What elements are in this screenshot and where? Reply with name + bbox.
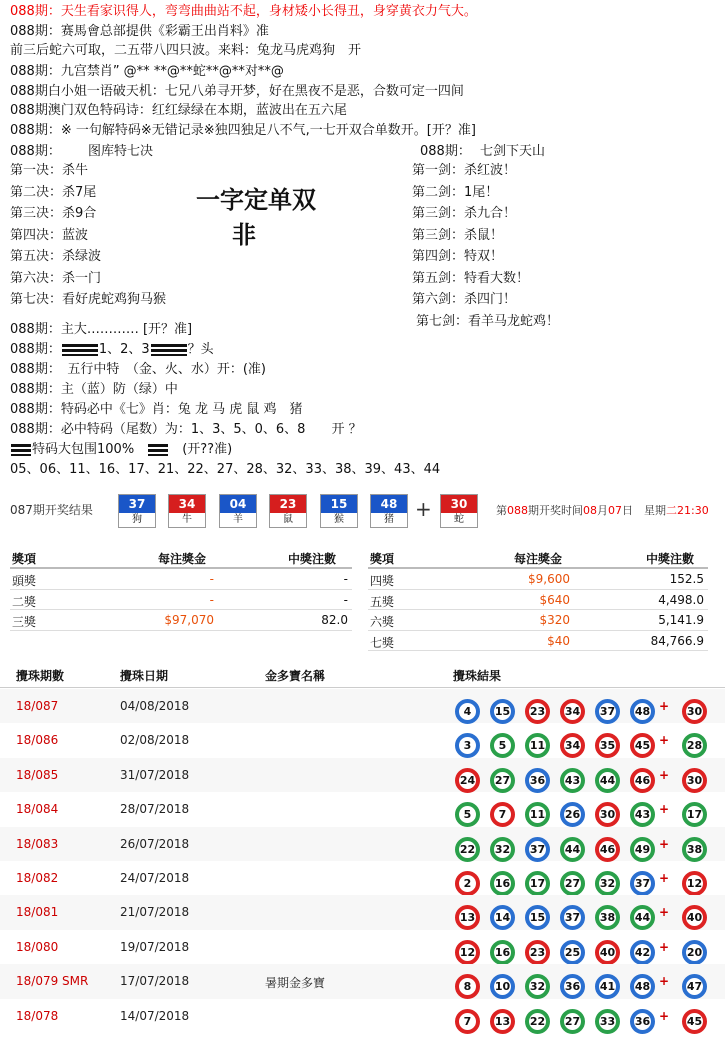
cell-period: 18/079 SMR: [16, 974, 89, 989]
plus-sign: +: [659, 1008, 670, 1023]
number-ball: 15: [490, 699, 515, 724]
draw-ball: [269, 494, 307, 528]
number-ball: 37: [525, 837, 550, 862]
ball-number: 15: [321, 495, 357, 513]
table-row: [0, 723, 725, 757]
info-month-unit: 月: [597, 504, 608, 517]
col-jackpot: 金多寶名稱: [265, 669, 326, 683]
prize-row: [10, 569, 352, 590]
number-ball: 26: [560, 802, 585, 827]
ball-zodiac: 鼠: [270, 513, 306, 527]
decision-item: 第七决：看好虎蛇鸡狗马猴: [10, 292, 167, 307]
ball-number: 48: [371, 495, 407, 513]
number-ball: 44: [630, 905, 655, 930]
draw-ball: [168, 494, 206, 528]
m2-suffix: ？头: [187, 342, 214, 357]
number-ball: 16: [490, 940, 515, 965]
prize-amount: -: [209, 592, 214, 607]
number-ball: 13: [490, 1009, 515, 1034]
number-ball: 46: [630, 768, 655, 793]
col-count: 中獎注數: [646, 552, 695, 566]
prize-name: 七獎: [370, 635, 395, 650]
prize-amount: $9,600: [528, 572, 570, 586]
prize-amount: $97,070: [164, 613, 214, 627]
cell-date: 28/07/2018: [120, 802, 190, 817]
bars-glyph: [148, 444, 168, 456]
table-row: [0, 930, 725, 964]
prize-name: 五獎: [370, 594, 395, 609]
table-row: [0, 827, 725, 861]
prize-name: 二獎: [12, 594, 37, 609]
draw-ball: [118, 494, 156, 528]
cell-date: 19/07/2018: [120, 939, 190, 954]
decision-item: 第五决：杀绿波: [10, 249, 102, 264]
number-pool: 05、06、11、16、17、21、22、27、28、32、33、38、39、43、44: [10, 462, 441, 477]
text-line-m5: 088期：特码必中《七》肖：兔 龙 马 虎 鼠 鸡 猪: [10, 402, 303, 417]
swords-heading-prefix: 088期：: [420, 144, 471, 159]
prize-count: -: [343, 572, 348, 586]
number-ball: 40: [595, 940, 620, 965]
ball-zodiac: 羊: [220, 513, 256, 527]
number-ball: 23: [525, 699, 550, 724]
number-ball: 37: [630, 871, 655, 896]
table-row: [0, 792, 725, 826]
cell-date: 21/07/2018: [120, 905, 190, 920]
col-prize: 獎項: [12, 552, 37, 566]
text-line-m3: 088期： 五行中特 （金、火、水）开：(准): [10, 362, 266, 377]
prize-count: 82.0: [321, 613, 348, 627]
sword-item: 第六剑：杀四门！: [412, 292, 517, 307]
m2-mid: 1、2、3: [98, 342, 150, 357]
plus-sign: +: [659, 905, 670, 920]
special-number-ball: 47: [682, 974, 707, 999]
cell-period: 18/083: [16, 836, 59, 851]
special-number-ball: 12: [682, 871, 707, 896]
table-row: [0, 999, 725, 1033]
table-row: [0, 758, 725, 792]
cell-date: 31/07/2018: [120, 767, 190, 782]
info-month: 08: [583, 504, 597, 517]
col-prize: 獎項: [370, 552, 395, 566]
prize-row: [10, 590, 352, 611]
text-line-4: 088期：九宫禁肖” @** **@**蛇**@**对**@: [10, 64, 284, 79]
prize-header: [368, 547, 708, 569]
ball-number: 23: [270, 495, 306, 513]
text-line-5: 088期白小姐一语破天机：七兄八弟寻开梦，好在黑夜不是恶，合数可定一四间: [10, 84, 464, 99]
ball-number: 30: [441, 495, 477, 513]
prize-count: 5,141.9: [658, 613, 704, 627]
prize-name: 三獎: [12, 615, 37, 629]
number-ball: 2: [455, 871, 480, 896]
number-ball: 48: [630, 974, 655, 999]
ball-zodiac: 狗: [119, 513, 155, 527]
number-ball: 7: [490, 802, 515, 827]
special-number-ball: 20: [682, 940, 707, 965]
number-ball: 27: [560, 1009, 585, 1034]
text-line-6: 088期澳门双色特码诗：红红绿绿在本期，蓝波出在五六尾: [10, 103, 347, 118]
draw-ball: [370, 494, 408, 528]
special-number-ball: 30: [682, 768, 707, 793]
ball-zodiac: 牛: [169, 513, 205, 527]
info-day-unit: 日 星期: [622, 504, 666, 517]
col-amount: 每注獎金: [514, 552, 563, 566]
prize-name: 四獎: [370, 574, 395, 588]
prize-table-left: [10, 547, 352, 631]
cell-date: 24/07/2018: [120, 871, 190, 885]
decisions-list: [10, 160, 166, 311]
sword-item: 第一剑：杀红波！: [412, 163, 517, 178]
text-line-2: 088期：赛馬會总部提供《彩霸王出肖料》准: [10, 24, 269, 39]
m7-text: 特码大包围100%: [32, 442, 135, 457]
prize-count: 152.5: [669, 572, 704, 586]
col-date: 攪珠日期: [120, 669, 169, 683]
cell-period: 18/086: [16, 733, 59, 748]
number-ball: 37: [595, 699, 620, 724]
plus-sign: +: [659, 836, 670, 851]
big-slogan: 一字定单双: [196, 185, 316, 214]
ball-number: 37: [119, 495, 155, 513]
prize-row: [368, 631, 708, 652]
cell-period: 18/078: [16, 1008, 59, 1023]
number-ball: 44: [595, 768, 620, 793]
number-ball: 41: [595, 974, 620, 999]
number-ball: 49: [630, 837, 655, 862]
ball-zodiac: 猴: [321, 513, 357, 527]
number-ball: 15: [525, 905, 550, 930]
number-ball: 5: [490, 733, 515, 758]
number-ball: 27: [560, 871, 585, 896]
number-ball: 23: [525, 940, 550, 965]
special-number-ball: 45: [682, 1009, 707, 1034]
plus-sign: +: [659, 733, 670, 748]
text-line-m7: [10, 440, 232, 459]
number-ball: 48: [630, 699, 655, 724]
cell-period: 18/084: [16, 802, 59, 817]
draw-ball: [219, 494, 257, 528]
info-mid: 期开奖时间: [528, 504, 583, 517]
number-ball: 36: [630, 1009, 655, 1034]
table-row: [0, 689, 725, 723]
table-row: [0, 964, 725, 998]
decision-item: 第三决：杀9合: [10, 206, 97, 221]
number-ball: 11: [525, 802, 550, 827]
number-ball: 27: [490, 768, 515, 793]
bars-glyph: [62, 344, 98, 356]
number-ball: 3: [455, 733, 480, 758]
number-ball: 22: [455, 837, 480, 862]
draw-label: 087期开奖结果: [10, 503, 93, 517]
text-line-m6: 088期：必中特码（尾数）为：1、3、5、0、6、8 开 ？: [10, 422, 362, 437]
number-ball: 24: [455, 768, 480, 793]
plus-sign: +: [659, 871, 670, 885]
cell-date: 17/07/2018: [120, 974, 190, 989]
plus-sign: +: [659, 974, 670, 989]
number-ball: 4: [455, 699, 480, 724]
sword-item: 第七剑：看羊马龙蛇鸡！: [416, 313, 560, 329]
col-count: 中獎注數: [288, 552, 337, 566]
riddle-line: 088期：天生看家识得人，弯弯曲曲站不起，身材矮小长得丑，身穿黄衣力气大。: [10, 4, 477, 19]
decisions-heading-prefix: 088期：: [10, 144, 61, 159]
number-ball: 8: [455, 974, 480, 999]
number-ball: 11: [525, 733, 550, 758]
info-day: 07: [608, 504, 622, 517]
decision-item: 第一决：杀牛: [10, 163, 89, 178]
sword-item: 第四剑：特双！: [412, 249, 504, 264]
cell-date: 14/07/2018: [120, 1008, 190, 1023]
cell-date: 02/08/2018: [120, 733, 190, 748]
plus-sign: +: [659, 939, 670, 954]
number-ball: 36: [525, 768, 550, 793]
number-ball: 16: [490, 871, 515, 896]
number-ball: 34: [560, 699, 585, 724]
number-ball: 37: [560, 905, 585, 930]
number-ball: 22: [525, 1009, 550, 1034]
draw-ball: [320, 494, 358, 528]
sword-item: 第三剑：杀鼠！: [412, 227, 504, 243]
text-line-m4: 088期：主（蓝）防（绿）中: [10, 382, 178, 397]
prize-count: 84,766.9: [650, 633, 704, 648]
number-ball: 10: [490, 974, 515, 999]
cell-jackpot: 暑期金多寶: [265, 976, 326, 991]
table-row: [0, 895, 725, 929]
plus-sign: +: [659, 699, 670, 713]
ball-number: 34: [169, 495, 205, 513]
swords-list: [412, 160, 559, 332]
prize-count: -: [343, 592, 348, 607]
decisions-heading: 图库特七决: [88, 144, 154, 159]
ball-zodiac: 蛇: [441, 513, 477, 527]
prize-table-right: [368, 547, 708, 651]
plus-sign: +: [659, 802, 670, 817]
number-ball: 14: [490, 905, 515, 930]
text-line-7: 088期：※ 一句解特码※无错记录※独四独足八不气,一七开双合单数开。[开？准]: [10, 123, 476, 138]
number-ball: 36: [560, 974, 585, 999]
number-ball: 38: [595, 905, 620, 930]
number-ball: 43: [560, 768, 585, 793]
ball-number: 04: [220, 495, 256, 513]
sword-item: 第五剑：特看大数！: [412, 270, 530, 286]
special-number-ball: 40: [682, 905, 707, 930]
swords-heading: 七剑下天山: [480, 144, 546, 159]
cell-period: 18/082: [16, 871, 59, 885]
cell-period: 18/080: [16, 939, 59, 954]
cell-period: 18/085: [16, 767, 59, 782]
number-ball: 35: [595, 733, 620, 758]
special-number-ball: 17: [682, 802, 707, 827]
number-ball: 33: [595, 1009, 620, 1034]
number-ball: 44: [560, 837, 585, 862]
plus-sign: +: [659, 767, 670, 782]
number-ball: 5: [455, 802, 480, 827]
decision-item: 第二决：杀7尾: [10, 184, 97, 200]
number-ball: 30: [595, 802, 620, 827]
prize-row: [368, 590, 708, 611]
prize-row: [368, 610, 708, 631]
col-result: 攪珠結果: [453, 669, 502, 683]
cell-date: 26/07/2018: [120, 836, 190, 851]
text-line-m2: [10, 340, 214, 359]
table-row: [0, 861, 725, 895]
big-slogan-2: 非: [232, 220, 256, 249]
special-number-ball: 28: [682, 733, 707, 758]
ball-zodiac: 猪: [371, 513, 407, 527]
decision-item: 第六决：杀一门: [10, 270, 102, 286]
info-issue: 088: [507, 504, 528, 517]
decision-item: 第四决：蓝波: [10, 227, 89, 243]
number-ball: 46: [595, 837, 620, 862]
m7-suffix: (开??准): [182, 442, 233, 457]
cell-date: 04/08/2018: [120, 699, 190, 713]
col-period: 攪珠期數: [16, 669, 65, 683]
number-ball: 17: [525, 871, 550, 896]
number-ball: 12: [455, 940, 480, 965]
prize-amount: $640: [539, 592, 570, 607]
text-line-3: 前三后蛇六可取，二五带八四只波。来料：兔龙马虎鸡狗 开: [10, 43, 362, 58]
prize-row: [10, 610, 352, 631]
sword-item: 第三剑：杀九合！: [412, 206, 517, 221]
info-time: 21:30: [677, 504, 709, 517]
prize-row: [368, 569, 708, 590]
number-ball: 42: [630, 940, 655, 965]
prize-name: 頭獎: [12, 574, 37, 588]
number-ball: 25: [560, 940, 585, 965]
col-amount: 每注獎金: [158, 552, 207, 566]
bars-glyph: [11, 444, 31, 456]
number-ball: 34: [560, 733, 585, 758]
number-ball: 13: [455, 905, 480, 930]
draw-result-strip: [0, 493, 725, 529]
prize-amount: $40: [547, 633, 570, 648]
number-ball: 7: [455, 1009, 480, 1034]
cell-period: 18/081: [16, 905, 59, 920]
info-week: 二: [666, 504, 677, 517]
number-ball: 32: [490, 837, 515, 862]
prize-amount: $320: [539, 613, 570, 627]
bars-glyph: [151, 344, 187, 356]
prize-count: 4,498.0: [658, 592, 704, 607]
number-ball: 32: [525, 974, 550, 999]
text-line-m1: 088期：主大………… [开？准]: [10, 322, 193, 337]
special-ball: [440, 494, 478, 528]
number-ball: 43: [630, 802, 655, 827]
sword-item: 第二剑：1尾！: [412, 184, 499, 200]
cell-period: 18/087: [16, 699, 59, 713]
prize-amount: -: [209, 572, 214, 586]
next-draw-info: [496, 502, 709, 518]
info-prefix: 第: [496, 504, 507, 517]
special-number-ball: 38: [682, 837, 707, 862]
results-header: [0, 660, 725, 688]
number-ball: 45: [630, 733, 655, 758]
prize-name: 六獎: [370, 615, 395, 629]
special-number-ball: 30: [682, 699, 707, 724]
prize-header: [10, 547, 352, 569]
m2-prefix: 088期：: [10, 342, 61, 357]
plus-sign: +: [415, 497, 432, 521]
number-ball: 32: [595, 871, 620, 896]
